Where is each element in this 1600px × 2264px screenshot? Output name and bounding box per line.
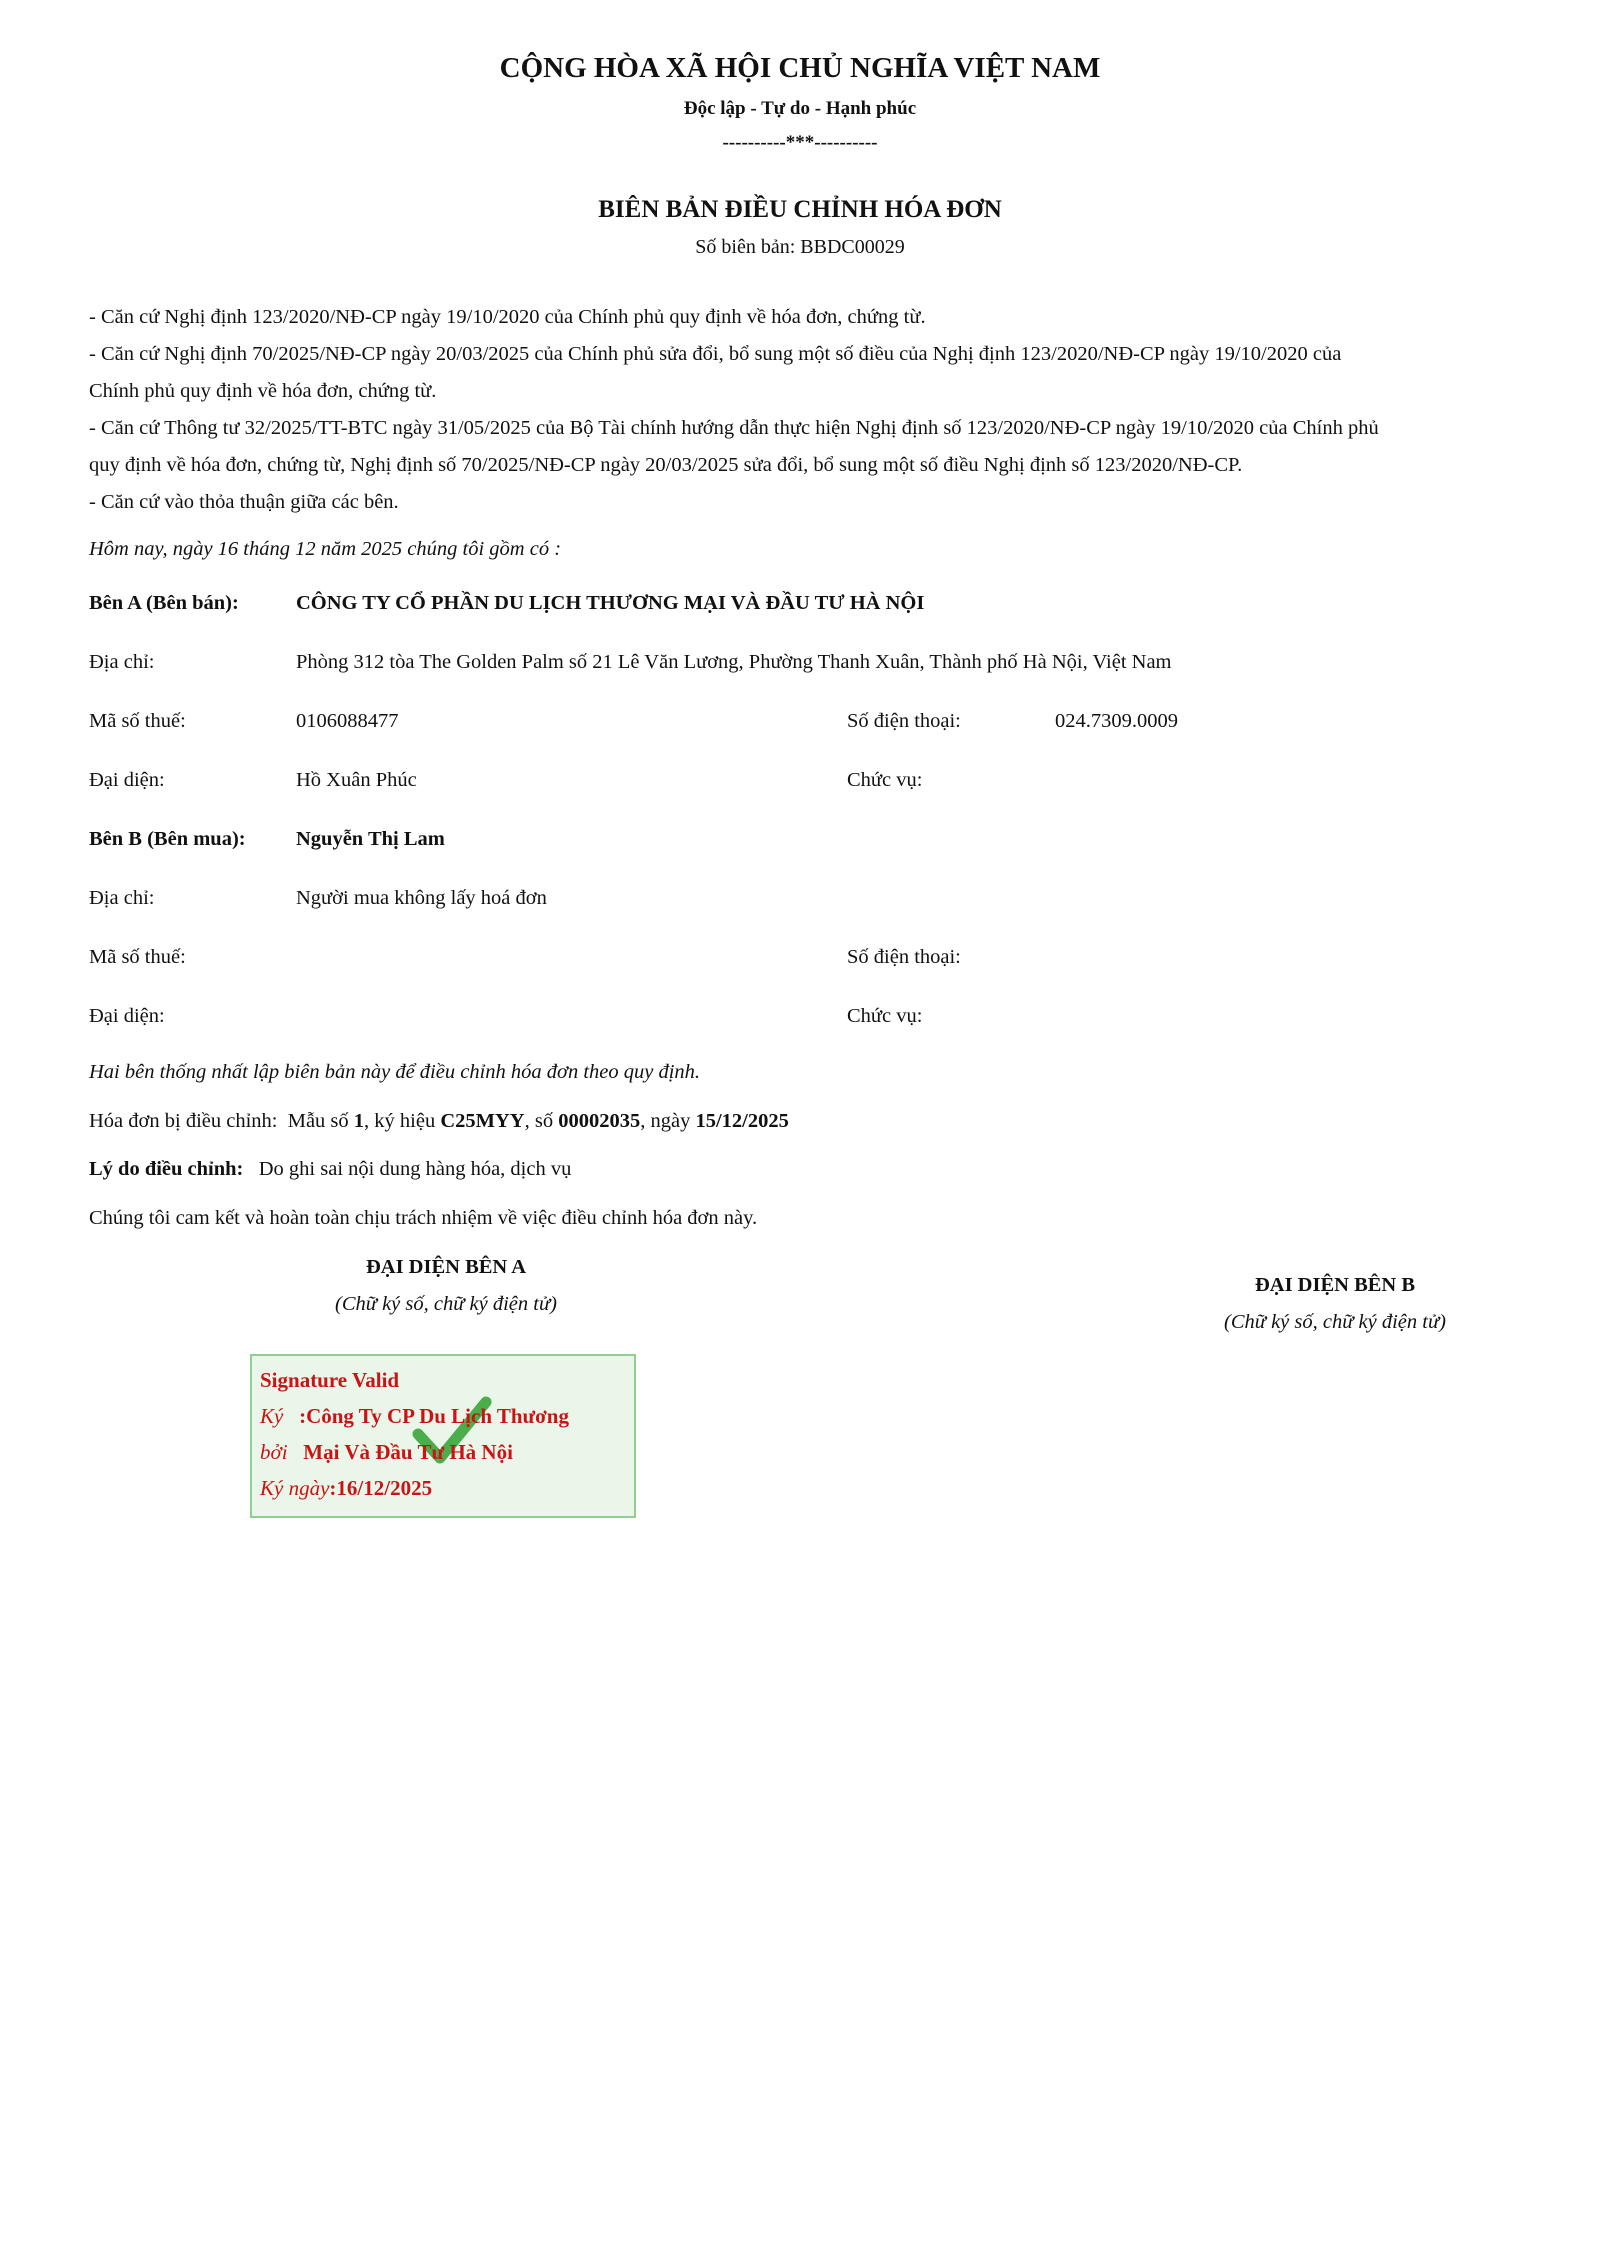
invoice-form: 1 [353, 1110, 365, 1132]
party-b-label: Bên B (Bên mua): [89, 828, 246, 850]
digital-signature-stamp [250, 1354, 636, 1518]
party-b-position-label: Chức vụ: [847, 1005, 923, 1027]
party-a-position-label: Chức vụ: [847, 769, 923, 791]
adjust-reason [89, 1158, 571, 1181]
reason-label: Lý do điều chỉnh: [89, 1158, 244, 1180]
party-b-address: Người mua không lấy hoá đơn [296, 887, 547, 909]
document-title: BIÊN BẢN ĐIỀU CHỈNH HÓA ĐƠN [598, 196, 1002, 223]
invoice-date-label: , ngày [640, 1110, 691, 1132]
signer-name-part2: Mại Và Đầu Tư Hà Nội [303, 1440, 513, 1464]
party-a-sign-note: (Chữ ký số, chữ ký điện tử) [335, 1293, 557, 1315]
party-a-label: Bên A (Bên bán): [89, 592, 239, 614]
signed-label: Ký [260, 1404, 284, 1428]
basis-line: - Căn cứ Thông tư 32/2025/TT-BTC ngày 31/05/2025 của Bộ Tài chính hướng dẫn thực hiện Nghị định số 123/2020/NĐ-CP ngày 19/10/2020 của Chính phủ [89, 417, 1379, 439]
party-a-sign-title: ĐẠI DIỆN BÊN A [365, 1256, 527, 1278]
document-number [0, 236, 1600, 259]
party-b-rep-label: Đại diện: [89, 1005, 165, 1027]
party-a-tax-label: Mã số thuế: [89, 710, 186, 732]
signature-signer-line1 [260, 1404, 569, 1429]
legal-basis [89, 299, 1519, 521]
signature-status: Signature Valid [260, 1368, 400, 1392]
party-a-rep-label: Đại diện: [89, 769, 165, 791]
signature-signer-line2 [260, 1440, 513, 1465]
signature-date-line [260, 1476, 432, 1501]
party-a-phone: 024.7309.0009 [1055, 710, 1178, 732]
party-a-name: CÔNG TY CỔ PHẦN DU LỊCH THƯƠNG MẠI VÀ ĐẦU TƯ HÀ NỘI [296, 592, 925, 614]
invoice-label: Hóa đơn bị điều chỉnh: [89, 1110, 278, 1132]
basis-line: quy định về hóa đơn, chứng từ, Nghị định số 70/2025/NĐ-CP ngày 20/03/2025 sửa đổi, bổ sung một số điều Nghị định số 123/2020/NĐ-CP. [89, 454, 1243, 476]
party-b-name: Nguyễn Thị Lam [296, 828, 445, 850]
party-b-phone-label: Số điện thoại: [847, 946, 961, 968]
party-b-address-label: Địa chỉ: [89, 887, 155, 909]
intro-text: Hôm nay, ngày 16 tháng 12 năm 2025 chúng tôi gồm có : [89, 538, 562, 560]
invoice-number: 00002035 [558, 1110, 641, 1132]
invoice-date: 15/12/2025 [695, 1110, 789, 1132]
party-b-tax-label: Mã số thuế: [89, 946, 186, 968]
party-a-phone-label: Số điện thoại: [847, 710, 961, 732]
header-separator: ----------***---------- [722, 132, 878, 153]
sign-date: :16/12/2025 [329, 1476, 433, 1500]
party-a-rep: Hồ Xuân Phúc [296, 769, 417, 791]
document-number-label: Số biên bản: [695, 236, 796, 258]
invoice-number-label: , số [524, 1110, 554, 1132]
country-heading: CỘNG HÒA XÃ HỘI CHỦ NGHĨA VIỆT NAM [499, 52, 1101, 84]
document-number-value: BBDC00029 [800, 236, 905, 258]
basis-line: - Căn cứ Nghị định 123/2020/NĐ-CP ngày 19/10/2020 của Chính phủ quy định về hóa đơn, chứng từ. [89, 306, 926, 328]
party-a-tax: 0106088477 [296, 710, 399, 732]
party-a-address: Phòng 312 tòa The Golden Palm số 21 Lê Văn Lương, Phường Thanh Xuân, Thành phố Hà Nội, Việt Nam [296, 651, 1172, 673]
party-a-address-label: Địa chỉ: [89, 651, 155, 673]
agreement-text: Hai bên thống nhất lập biên bản này để điều chỉnh hóa đơn theo quy định. [89, 1061, 701, 1083]
sign-date-label: Ký ngày [260, 1476, 330, 1500]
signer-name-part1: :Công Ty CP Du Lịch Thương [299, 1404, 569, 1428]
by-label: bởi [260, 1440, 288, 1464]
motto: Độc lập - Tự do - Hạnh phúc [683, 98, 917, 119]
basis-line: - Căn cứ Nghị định 70/2025/NĐ-CP ngày 20/03/2025 của Chính phủ sửa đổi, bổ sung một số điều của Nghị định 123/2020/NĐ-CP ngày 19/10/2020 của [89, 343, 1342, 365]
basis-line: Chính phủ quy định về hóa đơn, chứng từ. [89, 380, 437, 402]
basis-line: - Căn cứ vào thỏa thuận giữa các bên. [89, 491, 399, 513]
invoice-symbol-label: , ký hiệu [364, 1110, 436, 1132]
invoice-symbol: C25MYY [440, 1110, 525, 1132]
reason-value: Do ghi sai nội dung hàng hóa, dịch vụ [258, 1158, 572, 1180]
party-b-sign-note: (Chữ ký số, chữ ký điện tử) [1224, 1311, 1446, 1333]
adjusted-invoice [89, 1110, 789, 1133]
commitment-text: Chúng tôi cam kết và hoàn toàn chịu trách nhiệm về việc điều chỉnh hóa đơn này. [89, 1207, 758, 1229]
invoice-form-label: Mẫu số [287, 1110, 349, 1132]
party-b-sign-title: ĐẠI DIỆN BÊN B [1254, 1274, 1416, 1296]
